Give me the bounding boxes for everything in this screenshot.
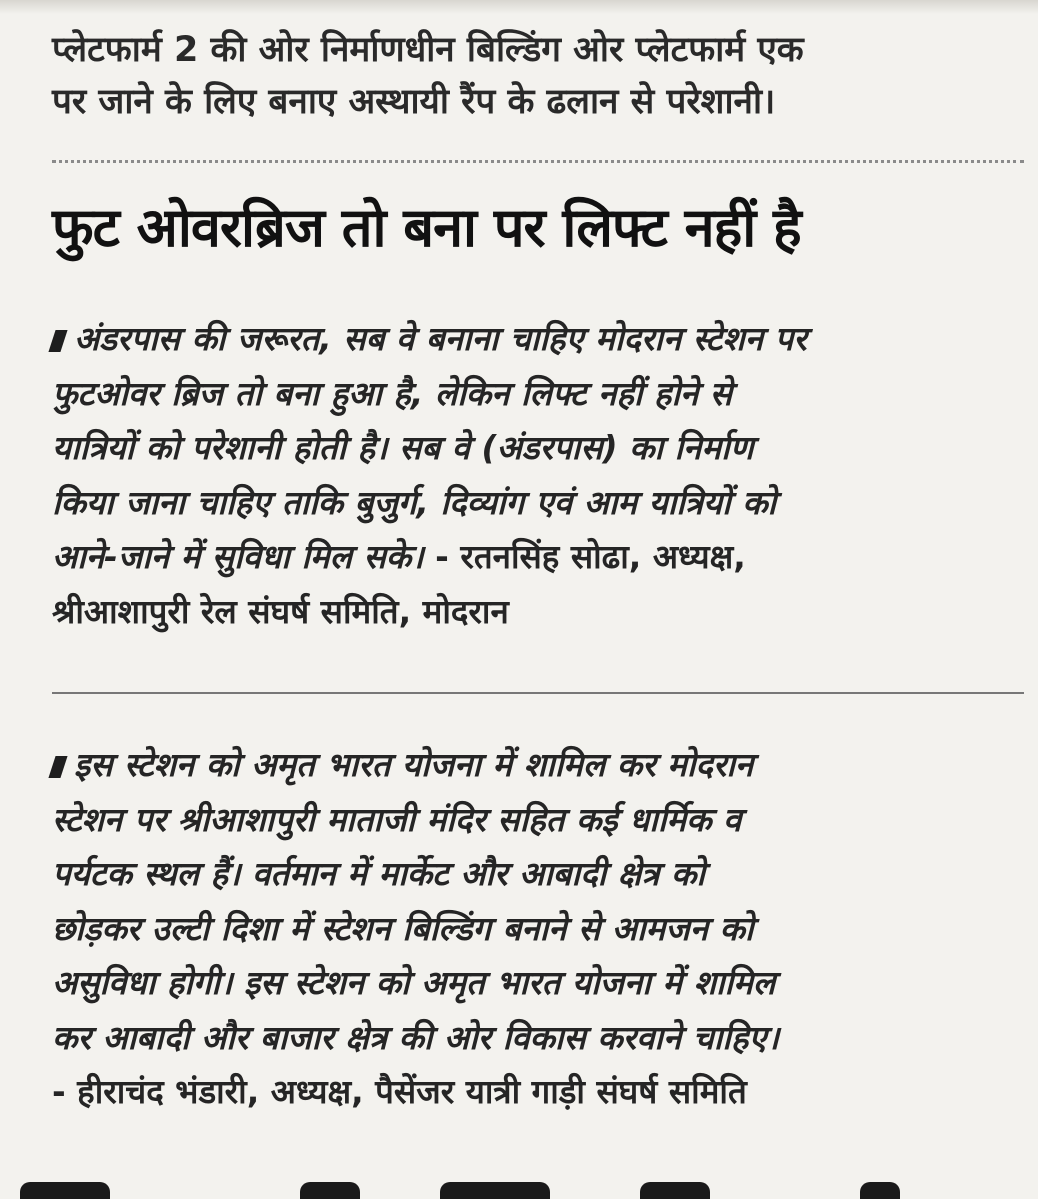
paragraph2-author: - हीराचंद भंडारी, अध्यक्ष, पैसेंजर यात्री गाड़ी संघर्ष समिति xyxy=(52,1072,747,1111)
cropped-bottom-edge xyxy=(0,1180,1038,1199)
paragraph2-line-3: पर्यटक स्थल हैं। वर्तमान में मार्केट और आबादी क्षेत्र को xyxy=(52,854,705,893)
bullet-marker-icon xyxy=(48,756,67,778)
paragraph2-line-5: असुविधा होगी। इस स्टेशन को अमृत भारत योजना में शामिल xyxy=(52,963,776,1002)
paragraph1-author: - रतनसिंह सोढा, अध्यक्ष, xyxy=(435,537,746,576)
bullet-marker-icon xyxy=(48,330,67,352)
cropped-top-edge xyxy=(0,0,1038,14)
paragraph2-line-1: इस स्टेशन को अमृत भारत योजना में शामिल कर मोदरान xyxy=(52,738,1022,793)
solid-divider xyxy=(52,692,1024,694)
dotted-divider xyxy=(52,160,1024,163)
paragraph1-line-4: किया जाना चाहिए ताकि बुजुर्ग, दिव्यांग एवं आम यात्रियों को xyxy=(52,482,777,522)
paragraph1-line-5: आने-जाने में सुविधा मिल सके। - रतनसिंह सोढा, अध्यक्ष, xyxy=(52,537,746,576)
paragraph1-line-1: अंडरपास की जरूरत, सब वे बनाना चाहिए मोदरान स्टेशन पर xyxy=(52,312,1022,367)
intro-line-2: पर जाने के लिए बनाए अस्थायी रैंप के ढलान से परेशानी। xyxy=(52,82,776,122)
quote-paragraph-2 xyxy=(52,738,1022,1120)
paragraph1-author-line-2: श्रीआशापुरी रेल संघर्ष समिति, मोदरान xyxy=(52,591,509,631)
intro-caption xyxy=(52,24,1012,128)
paragraph2-line-4: छोड़कर उल्टी दिशा में स्टेशन बिल्डिंग बनाने से आमजन को xyxy=(52,908,754,948)
article-headline: फुट ओवरब्रिज तो बना पर लिफ्ट नहीं है xyxy=(52,196,801,259)
paragraph1-line-2: फुटओवर ब्रिज तो बना हुआ है, लेकिन लिफ्ट नहीं होने से xyxy=(52,373,733,413)
quote-paragraph-1 xyxy=(52,312,1022,639)
paragraph2-line-6: कर आबादी और बाजार क्षेत्र की ओर विकास करवाने चाहिए। xyxy=(52,1017,780,1057)
paragraph1-line-3: यात्रियों को परेशानी होती है। सब वे (अंडरपास) का निर्माण xyxy=(52,428,754,467)
intro-line-1: प्लेटफार्म 2 की ओर निर्माणधीन बिल्डिंग ओर प्लेटफार्म एक xyxy=(52,30,804,70)
paragraph2-line-2: स्टेशन पर श्रीआशापुरी माताजी मंदिर सहित कई धार्मिक व xyxy=(52,799,742,839)
